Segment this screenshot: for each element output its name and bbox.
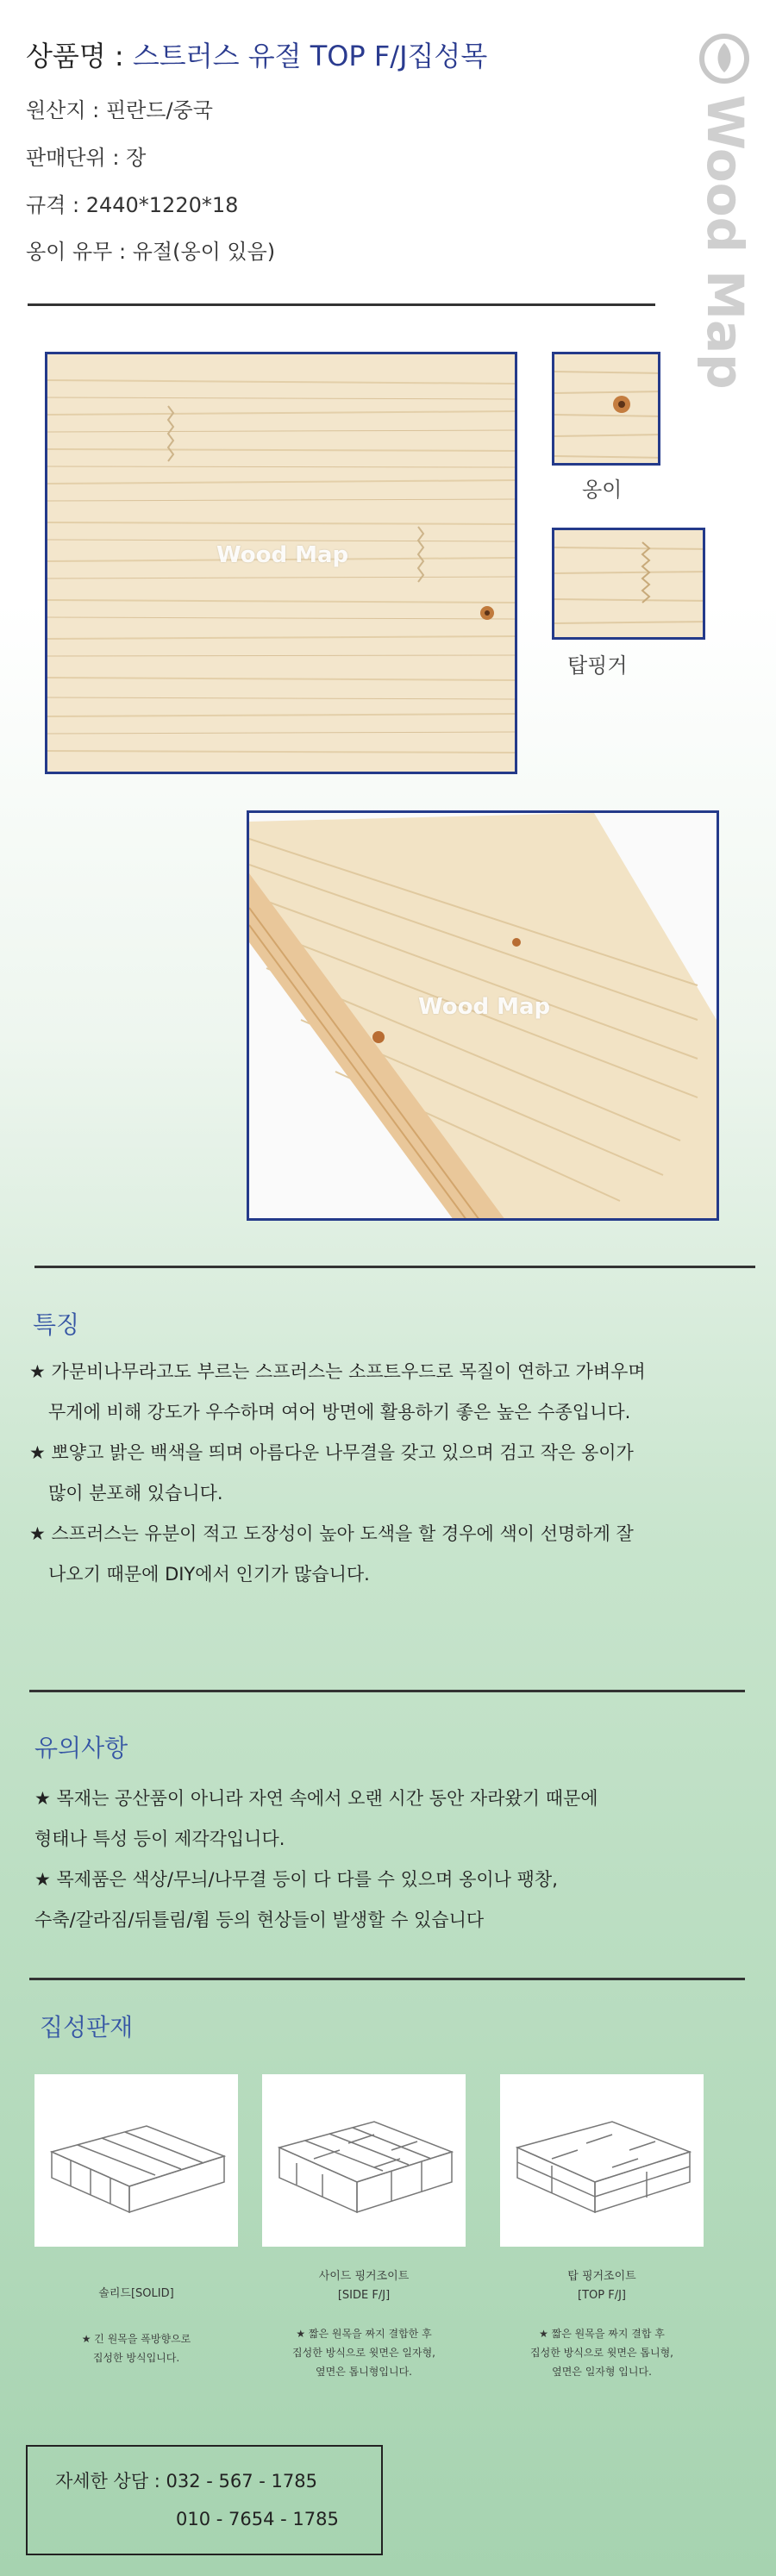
- features-text: [29, 1352, 754, 1595]
- solid-board-icon: [34, 2074, 238, 2247]
- main-wood-image: [45, 352, 517, 774]
- cautions-text: [34, 1779, 750, 1941]
- side-fj-board-icon: [262, 2074, 466, 2247]
- features-line: ★ 가문비나무라고도 부르는 스프러스는 소프트우드로 목질이 연하고 가벼우며: [29, 1361, 646, 1382]
- top-fj-name: [500, 2267, 704, 2305]
- origin-text: 원산지 : 핀란드/중국: [26, 98, 213, 122]
- vertical-logo: [690, 17, 759, 483]
- contact-phone-1: 자세한 상담 : 032 - 567 - 1785: [55, 2471, 317, 2492]
- side-fj-desc-line: 옆면은 톱니형입니다.: [316, 2366, 412, 2378]
- features-line: ★ 뽀얗고 밝은 백색을 띄며 아름다운 나무결을 갖고 있으며 검고 작은 옹이가: [29, 1442, 634, 1463]
- contact-box: [26, 2445, 383, 2555]
- features-line: ★ 스프러스는 유분이 적고 도장성이 높아 도색을 할 경우에 색이 선명하게 잘: [29, 1523, 634, 1544]
- top-fj-desc-line: 옆면은 일자형 입니다.: [552, 2366, 652, 2378]
- features-title: 특징: [33, 1310, 80, 1339]
- solid-desc: [34, 2329, 238, 2367]
- vertical-logo-text: Wood Map: [696, 95, 754, 390]
- solid-desc-line: 집성한 방식입니다.: [92, 2352, 180, 2364]
- laminated-title: 집성판재: [40, 2013, 134, 2041]
- features-line: 무게에 비해 강도가 우수하며 여어 방면에 활용하기 좋은 높은 수종입니다.: [48, 1402, 631, 1422]
- solid-desc-line: ★ 긴 원목을 폭방향으로: [81, 2333, 191, 2345]
- side-fj-name-line: 사이드 핑거조이트: [318, 2270, 410, 2283]
- section-divider-2: [29, 1690, 745, 1692]
- cautions-title: 유의사항: [34, 1734, 128, 1762]
- side-fj-desc-line: 집성한 방식으로 윗면은 일자형,: [292, 2347, 435, 2359]
- top-fj-diagram: [500, 2074, 704, 2247]
- features-line: 나오기 때문에 DIY에서 인기가 많습니다.: [48, 1564, 370, 1585]
- side-fj-desc-line: ★ 짧은 원목을 짜지 결합한 후: [296, 2328, 432, 2340]
- top-fj-desc-line: 집성한 방식으로 윗면은 톱니형,: [530, 2347, 673, 2359]
- top-finger-thumbnail: [552, 528, 705, 640]
- board-image-watermark: Wood Map: [418, 994, 551, 1020]
- product-title-value: 스트러스 유절 TOP F/J집성목: [132, 40, 488, 72]
- cautions-line: 수축/갈라짐/뒤틀림/휨 등의 현상들이 발생할 수 있습니다: [34, 1910, 485, 1930]
- side-fj-name-line: [SIDE F/J]: [337, 2289, 391, 2302]
- header-divider: [28, 303, 655, 306]
- unit-text: 판매단위 : 장: [26, 146, 147, 170]
- cautions-line: ★ 목제품은 색상/무늬/나무결 등이 다 다를 수 있으며 옹이나 팽창,: [34, 1869, 558, 1890]
- top-fj-desc-line: ★ 짧은 원목을 짜지 결합 후: [539, 2328, 665, 2340]
- top-fj-board-icon: [500, 2074, 704, 2247]
- main-image-watermark: Wood Map: [216, 542, 349, 568]
- finger-joint-illustration: [554, 530, 705, 640]
- size-text: 규격 : 2440*1220*18: [26, 193, 239, 217]
- features-line: 많이 분포해 있습니다.: [48, 1483, 223, 1504]
- board-angle-image: [247, 810, 719, 1221]
- cautions-line: ★ 목재는 공산품이 아니라 자연 속에서 오랜 시간 동안 자라왔기 때문에: [34, 1788, 598, 1809]
- top-fj-name-line: 탑 핑거조이트: [567, 2270, 636, 2283]
- knot-illustration: [554, 354, 660, 466]
- contact-phone-2: 010 - 7654 - 1785: [176, 2509, 339, 2529]
- top-fj-desc: [491, 2324, 712, 2381]
- side-fj-name: [262, 2267, 466, 2305]
- side-fj-diagram: [262, 2074, 466, 2247]
- solid-name-line: 솔리드[SOLID]: [98, 2287, 174, 2300]
- section-divider-1: [34, 1266, 755, 1268]
- section-divider-3: [29, 1978, 745, 1980]
- solid-diagram: [34, 2074, 238, 2247]
- top-fj-name-line: [TOP F/J]: [578, 2289, 626, 2302]
- product-title-label: 상품명 :: [26, 40, 124, 72]
- product-title: [26, 34, 487, 74]
- knot-caption: 옹이: [582, 478, 623, 502]
- side-fj-desc: [253, 2324, 474, 2381]
- top-finger-caption: 탑핑거: [567, 653, 628, 678]
- knot-text: 옹이 유무 : 유절(옹이 있음): [26, 240, 276, 264]
- cautions-line: 형태나 특성 등이 제각각입니다.: [34, 1829, 285, 1849]
- solid-name: [34, 2285, 238, 2304]
- knot-thumbnail: [552, 352, 660, 466]
